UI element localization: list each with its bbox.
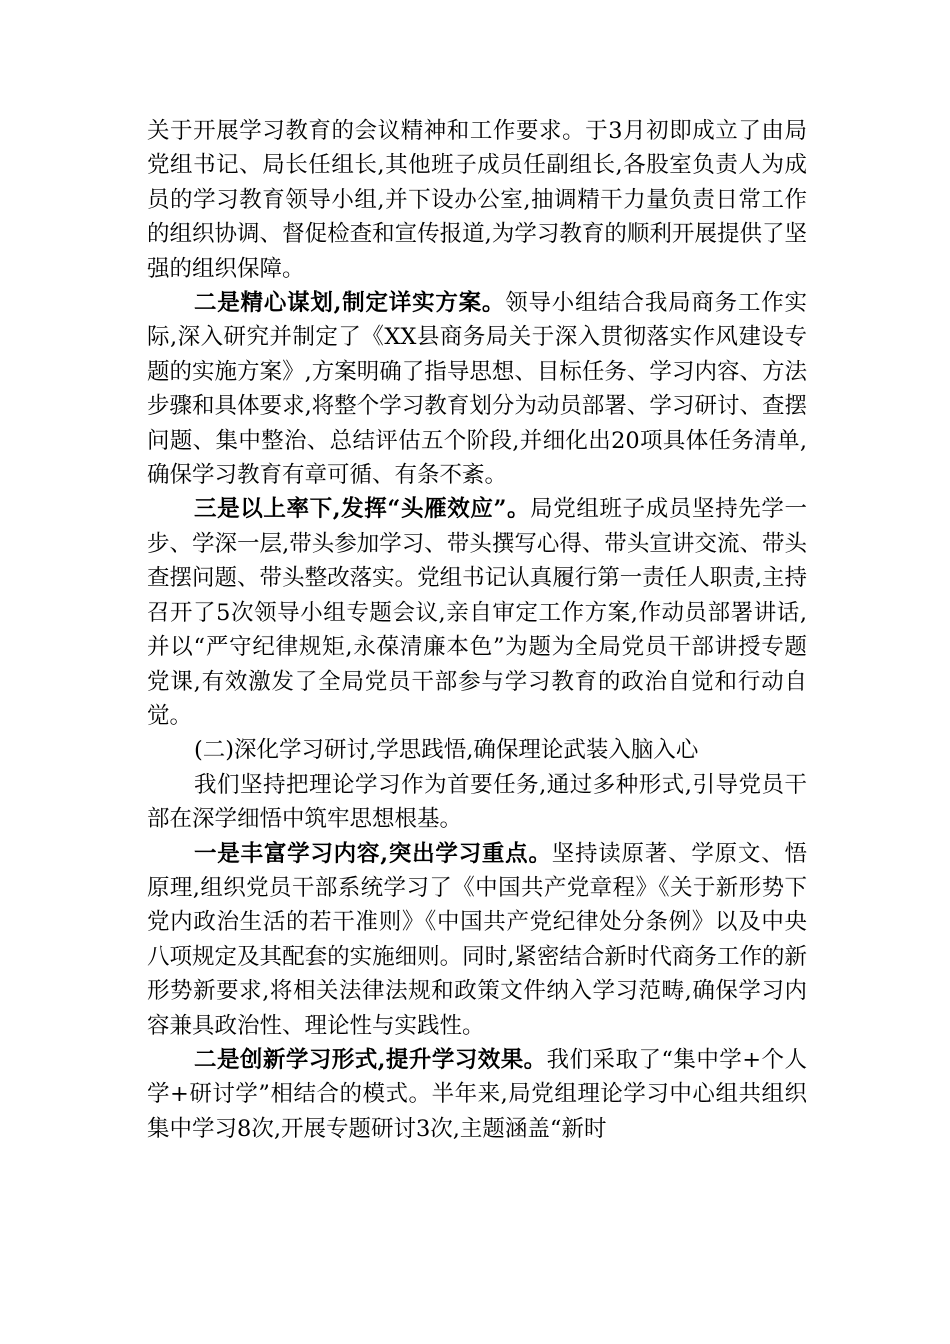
paragraph-text: 领导小组结合我局商务工作实际,深入研究并制定了《XX县商务局关于深入贯彻落实作风建设专题的实施方案》,方案明确了指导思想、目标任务、学习内容、方法步骤和具体要求,将整个学习教育划分为动员部署、学习研讨、查摆问题、集中整治、总结评估五个阶段,并细化出20项具体任务清单,确保学习教育有章可循、有条不紊。 [147,290,807,489]
paragraph-leadership-group [147,114,807,286]
paragraph-intro [147,768,807,837]
paragraph-text: 我们采取了“集中学+个人学+研讨学”相结合的模式。半年来,局党组理论学习中心组共组织集中学习8次,开展专题研讨3次,主题涵盖“新时 [147,1046,807,1142]
paragraph-study-content [147,837,807,1043]
paragraph-text: 坚持读原著、学原文、悟原理,组织党员干部系统学习了《中国共产党章程》《关于新形势下党内政治生活的若干准则》《中国共产党纪律处分条例》以及中央八项规定及其配套的实施细则。同时,紧密结合新时代商务工作的新形势新要求,将相关法律法规和政策文件纳入学习范畴,确保学习内容兼具政治性、理论性与实践性。 [147,840,807,1039]
paragraph-lead-by-example [147,492,807,733]
paragraph-text: 我们坚持把理论学习作为首要任务,通过多种形式,引导党员干部在深学细悟中筑牢思想根基。 [147,771,807,833]
paragraph-lead: 一是丰富学习内容,突出学习重点。 [194,840,552,867]
document-body [147,114,807,1146]
paragraph-text: 局党组班子成员坚持先学一步、学深一层,带头参加学习、带头撰写心得、带头宣讲交流、带头查摆问题、带头整改落实。党组书记认真履行第一责任人职责,主持召开了5次领导小组专题会议,亲自审定工作方案,作动员部署讲话,并以“严守纪律规矩,永葆清廉本色”为题为全局党员干部讲授专题党课,有效激发了全局党员干部参与学习教育的政治自觉和行动自觉。 [147,496,807,729]
section-heading-text: (二)深化学习研讨,学思践悟,确保理论武装入脑入心 [194,737,699,764]
paragraph-text: 关于开展学习教育的会议精神和工作要求。于3月初即成立了由局党组书记、局长任组长,其他班子成员任副组长,各股室负责人为成员的学习教育领导小组,并下设办公室,抽调精干力量负责日常工作的组织协调、督促检查和宣传报道,为学习教育的顺利开展提供了坚强的组织保障。 [147,118,807,282]
paragraph-study-form [147,1043,807,1146]
paragraph-plan [147,286,807,492]
paragraph-lead: 三是以上率下,发挥“头雁效应”。 [194,496,531,523]
paragraph-lead: 二是创新学习形式,提升学习效果。 [194,1046,547,1073]
section-heading [147,733,807,767]
paragraph-lead: 二是精心谋划,制定详实方案。 [194,290,506,317]
